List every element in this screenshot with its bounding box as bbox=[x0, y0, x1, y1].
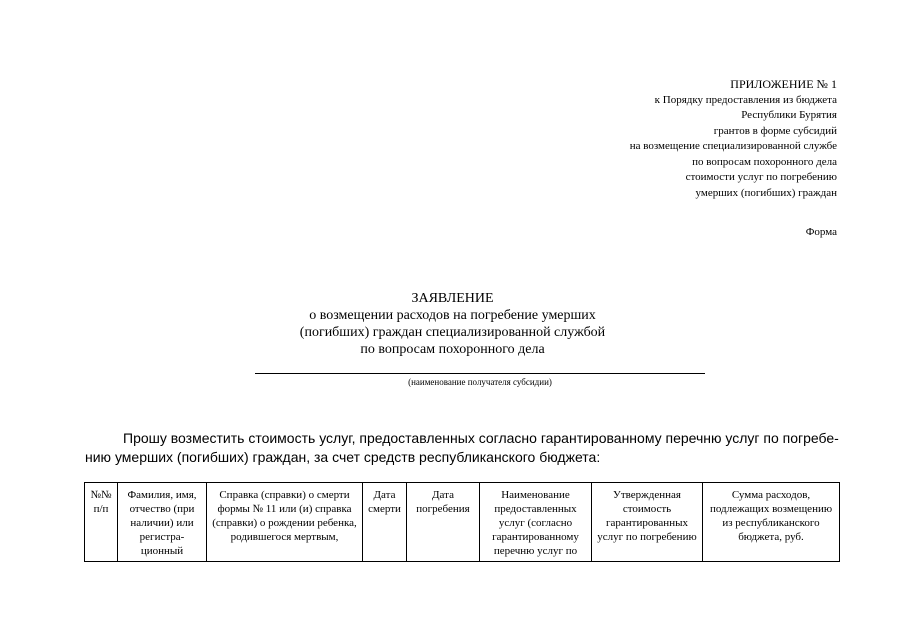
column-header-death-certificate: Справка (справки) о смерти формы № 11 или (и) справка (справки) о рождении ребенка, родившегося мертвым, bbox=[207, 483, 363, 562]
document-title bbox=[0, 290, 905, 358]
appendix-line: грантов в форме субсидий bbox=[713, 124, 837, 137]
column-header-number: №№ п/п bbox=[85, 483, 118, 562]
appendix-header bbox=[630, 77, 837, 201]
table-header-row bbox=[85, 483, 840, 562]
column-header-approved-cost: Утвержденная стоимость гарантированных услуг по погребению bbox=[592, 483, 703, 562]
title-heading: ЗАЯВЛЕНИЕ bbox=[411, 291, 494, 306]
request-line: Прошу возместить стоимость услуг, предоставленных согласно гарантированному перечню услуг по погребе- bbox=[123, 430, 839, 446]
form-label: Форма bbox=[805, 226, 837, 238]
title-line: по вопросам похоронного дела bbox=[360, 342, 545, 357]
appendix-line: стоимости услуг по погребению bbox=[685, 171, 837, 183]
recipient-name-line bbox=[255, 373, 705, 374]
column-header-fullname: Фамилия, имя, отчество (при наличии) или регистра-ционный bbox=[118, 483, 207, 562]
column-header-death-date: Дата смерти bbox=[363, 483, 407, 562]
request-line: нию умерших (погибших) граждан, за счет средств республиканского бюджета: bbox=[85, 449, 601, 465]
column-header-reimbursement-sum: Сумма расходов, подлежащих возмещению из республиканского бюджета, руб. bbox=[703, 483, 840, 562]
appendix-line: на возмещение специализированной службе bbox=[629, 140, 837, 152]
title-line: о возмещении расходов на погребение умерших bbox=[309, 308, 596, 323]
recipient-caption: (наименование получателя субсидии) bbox=[408, 377, 552, 387]
appendix-line: по вопросам похоронного дела bbox=[692, 155, 837, 168]
appendix-title: ПРИЛОЖЕНИЕ № 1 bbox=[730, 77, 837, 91]
appendix-line: к Порядку предоставления из бюджета bbox=[654, 93, 837, 106]
title-line: (погибших) граждан специализированной службой bbox=[299, 325, 606, 340]
appendix-line: Республики Бурятия bbox=[741, 109, 837, 121]
column-header-burial-date: Дата погребения bbox=[407, 483, 480, 562]
expenses-table bbox=[84, 482, 840, 562]
request-paragraph bbox=[85, 429, 840, 467]
appendix-line: умерших (погибших) граждан bbox=[695, 186, 837, 199]
column-header-services: Наименование предоставленных услуг (согласно гарантированному перечню услуг по bbox=[480, 483, 592, 562]
